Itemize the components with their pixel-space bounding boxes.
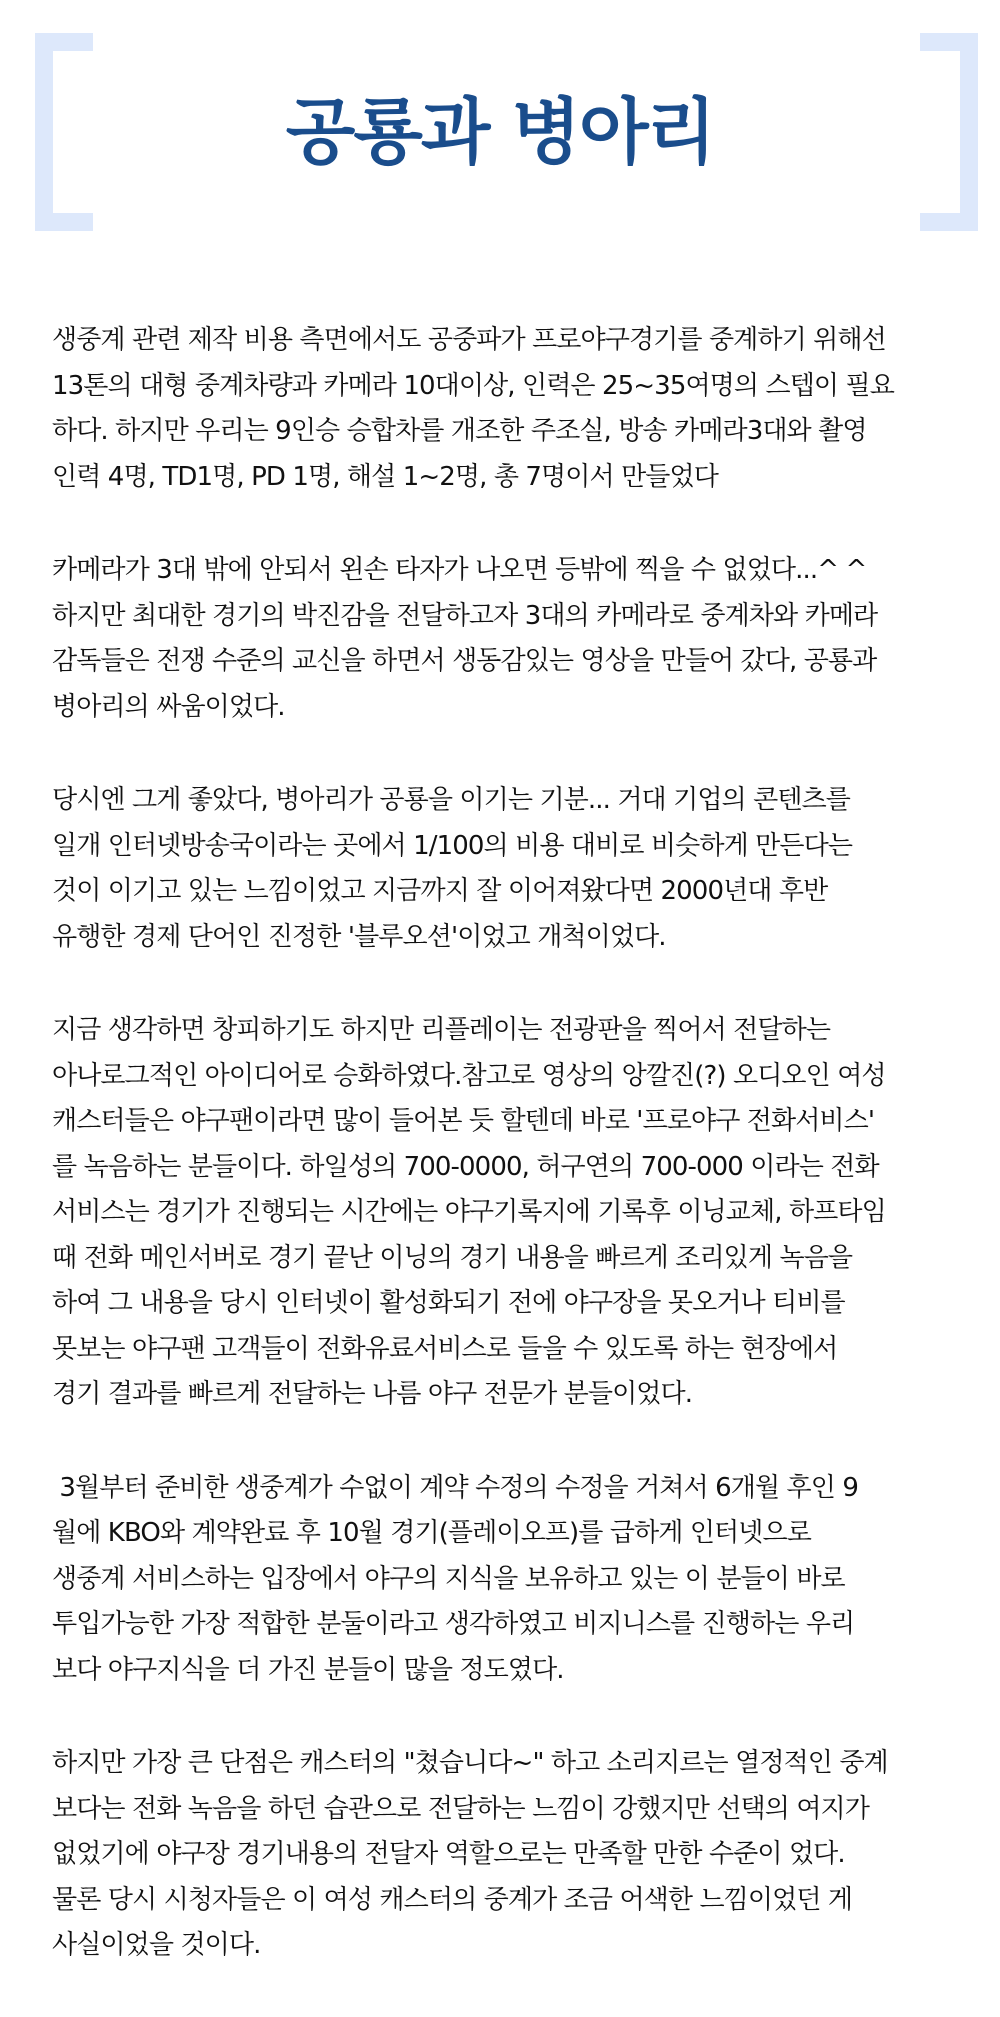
text-line: 하지만 최대한 경기의 박진감을 전달하고자 3대의 카메라로 중계차와 카메라	[52, 600, 878, 631]
text-line: 3월부터 준비한 생중계가 수없이 계약 수정의 수정을 거쳐서 6개월 후인 9	[52, 1472, 858, 1503]
text-line: 못보는 야구팬 고객들이 전화유료서비스로 들을 수 있도록 하는 현장에서	[52, 1333, 838, 1364]
text-line: 를 녹음하는 분들이다. 하일성의 700-0000, 허구연의 700-000 이라는 전화	[52, 1151, 879, 1182]
text-line: 카메라가 3대 밖에 안되서 왼손 타자가 나오면 등밖에 찍을 수 없었다...^ ^	[52, 555, 867, 585]
text-line: 없었기에 야구장 경기내용의 전달자 역할으로는 만족할 만한 수준이 었다.	[52, 1839, 845, 1869]
text-line: 아나로그적인 아이디어로 승화하였다.참고로 영상의 앙깔진(?) 오디오인 여성	[52, 1060, 886, 1091]
text-line: 지금 생각하면 창피하기도 하지만 리플레이는 전광판을 찍어서 전달하는	[52, 1015, 831, 1045]
paragraph-5	[52, 1466, 962, 1694]
text-line: 보다 야구지식을 더 가진 분들이 많을 정도였다.	[52, 1654, 564, 1685]
text-line: 인력 4명, TD1명, PD 1명, 해설 1~2명, 총 7명이서 만들었다	[52, 461, 718, 492]
text-line: 13톤의 대형 중계차량과 카메라 10대이상, 인력은 25~35여명의 스텝이 필요	[52, 370, 894, 401]
text-line: 때 전화 메인서버로 경기 끝난 이닝의 경기 내용을 빠르게 조리있게 녹음을	[52, 1242, 853, 1273]
text-line: 서비스는 경기가 진행되는 시간에는 야구기록지에 기록후 이닝교체, 하프타임	[52, 1197, 886, 1227]
text-line: 캐스터들은 야구팬이라면 많이 들어본 듯 할텐데 바로 '프로야구 전화서비스'	[52, 1106, 875, 1136]
text-line: 사실이었을 것이다.	[52, 1930, 261, 1960]
text-line: 하지만 가장 큰 단점은 캐스터의 "쳤습니다~" 하고 소리지르는 열정적인 중계	[52, 1748, 888, 1778]
text-line: 경기 결과를 빠르게 전달하는 나름 야구 전문가 분들이었다.	[52, 1379, 693, 1409]
text-line: 감독들은 전쟁 수준의 교신을 하면서 생동감있는 영상을 만들어 갔다, 공룡과	[52, 646, 877, 676]
paragraph-4	[52, 1008, 962, 1418]
text-line: 월에 KBO와 계약완료 후 10월 경기(플레이오프)를 급하게 인터넷으로	[52, 1518, 811, 1548]
paragraph-3	[52, 778, 962, 960]
paragraph-2	[52, 548, 962, 730]
text-line: 보다는 전화 녹음을 하던 습관으로 전달하는 느낌이 강했지만 선택의 여지가	[52, 1793, 869, 1824]
text-line: 일개 인터넷방송국이라는 곳에서 1/100의 비용 대비로 비슷하게 만든다는	[52, 830, 853, 861]
text-line: 투입가능한 가장 적합한 분둘이라고 생각하였고 비지니스를 진행하는 우리	[52, 1609, 855, 1639]
article-body	[52, 318, 962, 2017]
text-line: 하다. 하지만 우리는 9인승 승합차를 개조한 주조실, 방송 카메라3대와 촬영	[52, 416, 867, 446]
text-line: 생중계 서비스하는 입장에서 야구의 지식을 보유하고 있는 이 분들이 바로	[52, 1563, 845, 1594]
text-line: 것이 이기고 있는 느낌이었고 지금까지 잘 이어져왔다면 2000년대 후반	[52, 876, 828, 906]
text-line: 생중계 관련 제작 비용 측면에서도 공중파가 프로야구경기를 중계하기 위해선	[52, 325, 886, 355]
text-line: 병아리의 싸움이었다.	[52, 691, 285, 722]
text-line: 하여 그 내용을 당시 인터넷이 활성화되기 전에 야구장을 못오거나 티비를	[52, 1288, 845, 1318]
text-line: 당시엔 그게 좋았다, 병아리가 공룡을 이기는 기분... 거대 기업의 콘텐츠를	[52, 785, 851, 815]
text-line: 물론 당시 시청자들은 이 여성 캐스터의 중계가 조금 어색한 느낌이었던 게	[52, 1884, 853, 1915]
paragraph-1	[52, 318, 962, 500]
text-line: 유행한 경제 단어인 진정한 '블루오션'이었고 개척이었다.	[52, 921, 666, 952]
page-title: 공룡과 병아리	[285, 89, 715, 174]
paragraph-6	[52, 1741, 962, 1969]
